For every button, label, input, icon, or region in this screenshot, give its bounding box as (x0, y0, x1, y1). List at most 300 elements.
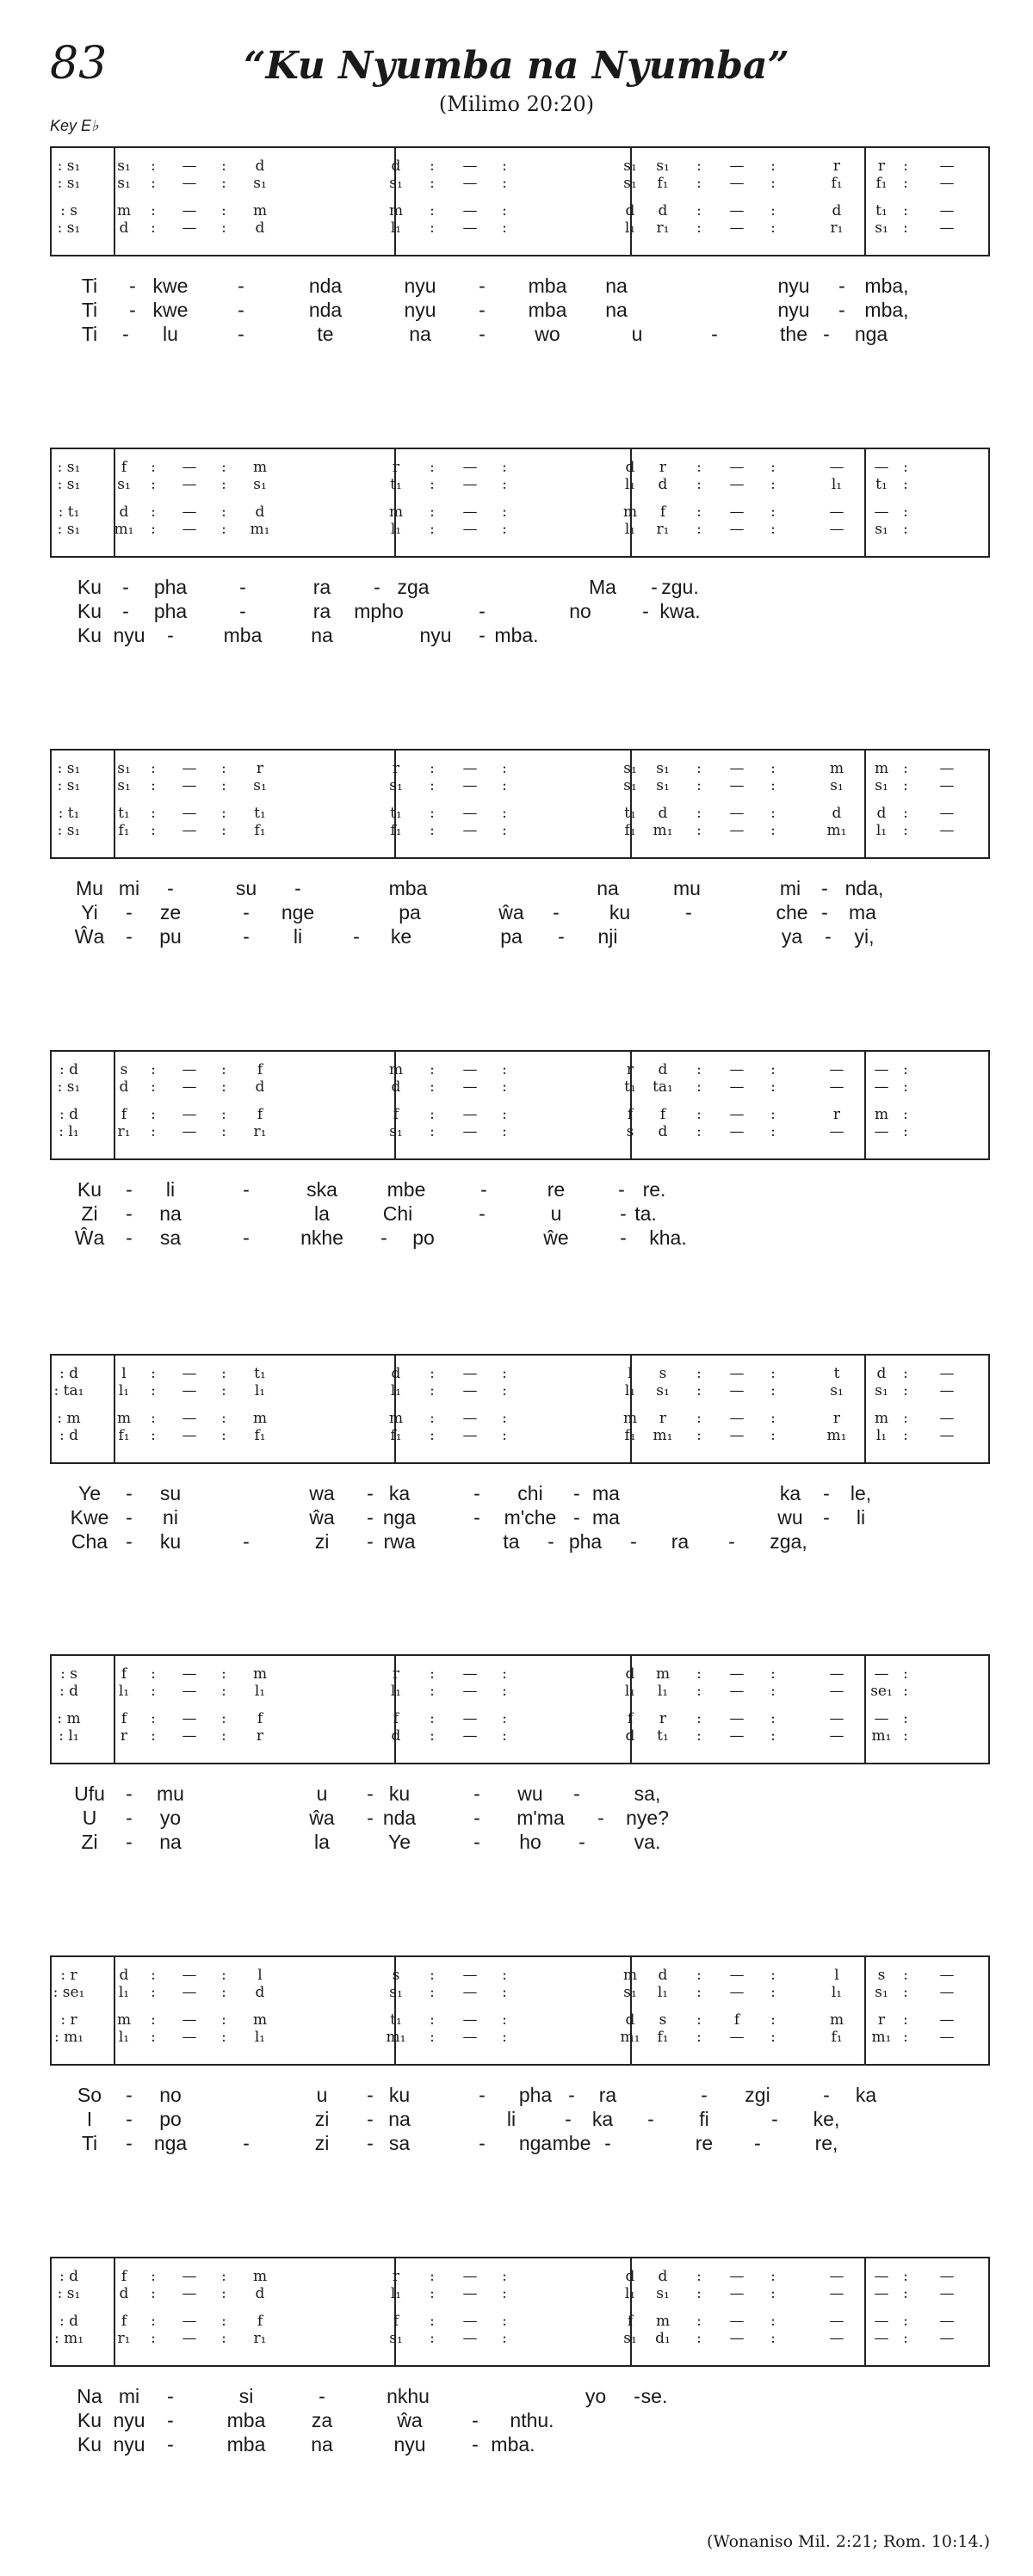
solfa-note: : (903, 1710, 908, 1727)
solfa-note: : (502, 1106, 507, 1123)
syllable-hyphen: - (620, 1202, 627, 1225)
solfa-note: t₁ (254, 1365, 266, 1382)
lyric-syllable: sa (159, 1226, 182, 1249)
solfa-note: : (430, 2330, 435, 2347)
solfa-note: l₁ (254, 1382, 266, 1399)
solfa-note: : (770, 1382, 776, 1399)
solfa-note: — (729, 1078, 745, 1096)
solfa-note: — (462, 1683, 478, 1700)
solfa-note: : s₁ (57, 219, 81, 237)
solfa-note: : (903, 2330, 908, 2347)
lyric-syllable: nye? (626, 1807, 669, 1829)
solfa-note: f (257, 1710, 263, 1727)
solfa-note: — (729, 2268, 745, 2285)
lyric-syllable: ka (591, 2108, 614, 2130)
solfa-note: l₁ (624, 1683, 636, 1700)
solfa-note: s₁ (623, 175, 637, 192)
solfa-note: : (903, 158, 908, 175)
solfa-note: — (182, 1078, 197, 1096)
solfa-note: f₁ (875, 175, 888, 192)
lyric-syllable: la (314, 1831, 330, 1853)
solfa-note: r (120, 1727, 128, 1745)
solfa-note: — (462, 1382, 478, 1399)
lyric-syllable: ku (609, 901, 631, 924)
lyric-syllable: u (550, 1202, 562, 1225)
solfa-note: : (770, 1427, 776, 1444)
syllable-hyphen: - (243, 1226, 250, 1249)
solfa-note: : (770, 175, 776, 192)
solfa-note: : (430, 1106, 435, 1123)
lyric-syllable: ka (388, 1482, 411, 1504)
lyric-syllable: re (695, 2132, 714, 2154)
solfa-note: — (729, 1665, 745, 1683)
solfa-note: : (430, 202, 435, 219)
solfa-note: — (939, 2029, 955, 2046)
solfa-note: s₁ (389, 777, 403, 794)
syllable-hyphen: - (821, 901, 828, 924)
solfa-note: — (182, 2330, 197, 2347)
lyric-syllable: sa (388, 2132, 411, 2154)
solfa-note: : (696, 1123, 702, 1140)
solfa-note: : (502, 1727, 507, 1745)
solfa-note: r₁ (117, 1123, 131, 1140)
stave-system-5 (50, 1354, 990, 1464)
solfa-note: — (874, 1061, 889, 1078)
solfa-note: — (829, 1683, 844, 1700)
solfa-note: r (392, 459, 400, 476)
solfa-note: — (462, 1410, 478, 1427)
solfa-note: : (430, 219, 435, 237)
lyric-syllable: che (776, 901, 808, 924)
syllable-hyphen: - (573, 1482, 580, 1504)
lyric-syllable: ni (163, 1506, 178, 1529)
solfa-note: — (939, 1427, 955, 1444)
solfa-note: — (462, 2330, 478, 2347)
solfa-note: : (696, 521, 702, 538)
solfa-note: f (121, 2268, 127, 2285)
solfa-note: — (462, 1427, 478, 1444)
syllable-hyphen: - (578, 1831, 585, 1853)
solfa-note: l₁ (390, 1382, 402, 1399)
lyric-syllable: mba (388, 877, 428, 899)
syllable-hyphen: - (243, 1178, 250, 1201)
lyric-syllable: nyu (419, 624, 452, 646)
solfa-note: : m₁ (53, 2029, 84, 2046)
syllable-hyphen: - (126, 1831, 133, 1853)
stave-system-8 (50, 2257, 990, 2367)
solfa-note: : (696, 777, 702, 794)
solfa-note: f₁ (624, 1427, 636, 1444)
solfa-note: t₁ (657, 1727, 669, 1745)
solfa-note: : (151, 202, 156, 219)
solfa-note: — (729, 1106, 745, 1123)
syllable-hyphen: - (473, 1831, 480, 1853)
solfa-note: : (770, 503, 776, 521)
solfa-note: s (626, 1123, 634, 1140)
solfa-note: : (430, 503, 435, 521)
lyric-syllable: pha (518, 2084, 553, 2106)
solfa-note: : t₁ (58, 805, 80, 822)
lyric-syllable: ka (779, 1482, 801, 1504)
solfa-note: l₁ (875, 1427, 888, 1444)
solfa-note: m (622, 1967, 638, 1984)
lyric-syllable: na (311, 624, 333, 646)
solfa-note: d (119, 503, 129, 521)
solfa-note: s₁ (875, 1984, 888, 2001)
syllable-hyphen: - (367, 1782, 374, 1805)
solfa-note: m (829, 2011, 844, 2029)
solfa-note: s (659, 2011, 667, 2029)
syllable-hyphen: - (604, 2132, 611, 2154)
solfa-note: : (502, 202, 507, 219)
solfa-note: d (876, 805, 887, 822)
solfa-note: d (255, 158, 265, 175)
solfa-note: s₁ (117, 777, 131, 794)
lyric-syllable: yi, (854, 925, 875, 948)
solfa-note: d (832, 805, 842, 822)
solfa-note: m₁ (114, 521, 134, 538)
solfa-note: — (939, 760, 955, 777)
solfa-note: — (939, 202, 955, 219)
solfa-note: : (430, 476, 435, 493)
lyric-syllable: m'che (504, 1506, 557, 1529)
solfa-note: s₁ (389, 175, 403, 192)
solfa-note: : (903, 2313, 908, 2330)
lyric-verse-1 (0, 1481, 1033, 1505)
syllable-hyphen: - (129, 299, 136, 321)
solfa-note: — (939, 2268, 955, 2285)
solfa-note: : (151, 2011, 156, 2029)
syllable-hyphen: - (367, 2084, 374, 2106)
solfa-note: : (221, 1123, 226, 1140)
solfa-note: : (903, 1984, 908, 2001)
lyric-syllable: ku (159, 1530, 182, 1553)
solfa-note: l₁ (624, 1382, 636, 1399)
solfa-note: — (729, 2313, 745, 2330)
solfa-note: — (182, 760, 197, 777)
solfa-note: : (770, 2330, 776, 2347)
solfa-note: — (729, 805, 745, 822)
solfa-note: f (121, 1710, 127, 1727)
solfa-note: — (939, 822, 955, 839)
solfa-note: : (770, 1061, 776, 1078)
lyric-syllable: mpho (354, 600, 404, 622)
solfa-note: f₁ (831, 2029, 843, 2046)
solfa-note: — (182, 503, 197, 521)
solfa-note: : (903, 777, 908, 794)
lyric-syllable: nyu (777, 299, 810, 321)
syllable-hyphen: - (823, 323, 830, 345)
solfa-note: : (502, 158, 507, 175)
solfa-note: m (388, 202, 404, 219)
solfa-note: — (939, 1984, 955, 2001)
solfa-note: d (876, 1365, 887, 1382)
solfa-note: : (221, 2313, 226, 2330)
solfa-note: : s₁ (57, 459, 81, 476)
syllable-hyphen: - (239, 600, 246, 622)
solfa-note: : (770, 1123, 776, 1140)
solfa-note: : (770, 760, 776, 777)
solfa-note: t₁ (254, 805, 266, 822)
solfa-note: — (729, 202, 745, 219)
solfa-note: m (388, 503, 404, 521)
lyric-verse-3 (0, 924, 1033, 948)
solfa-note: d (625, 2268, 635, 2285)
solfa-note: t₁ (624, 805, 636, 822)
lyric-verse-1 (0, 876, 1033, 900)
syllable-hyphen: - (126, 1782, 133, 1805)
lyric-syllable: ra (598, 2084, 617, 2106)
syllable-hyphen: - (167, 877, 174, 899)
lyric-syllable: Ti (81, 275, 98, 297)
solfa-note: s₁ (253, 777, 267, 794)
solfa-note: : (221, 1984, 226, 2001)
solfa-note: : (502, 1967, 507, 1984)
solfa-note: l₁ (624, 476, 636, 493)
lyric-syllable: ra (671, 1530, 690, 1553)
solfa-note: m (874, 1106, 889, 1123)
solfa-note: l₁ (254, 2029, 266, 2046)
syllable-hyphen: - (367, 2132, 374, 2154)
solfa-note: : (696, 1061, 702, 1078)
solfa-note: : (502, 1683, 507, 1700)
solfa-note: : (221, 1665, 226, 1683)
solfa-note: — (829, 2285, 844, 2302)
lyric-syllable: wu (777, 1506, 803, 1529)
solfa-note: f (121, 459, 127, 476)
lyric-syllable: nji (597, 925, 618, 948)
lyric-syllable: kwa. (659, 600, 701, 622)
solfa-note: — (182, 1106, 197, 1123)
solfa-note: : (430, 777, 435, 794)
stave-system-4 (50, 1050, 990, 1160)
solfa-note: m (655, 2313, 671, 2330)
solfa-note: : s₁ (57, 777, 81, 794)
solfa-note: t (833, 1365, 840, 1382)
solfa-note: : (696, 1365, 702, 1382)
syllable-hyphen: - (701, 2084, 708, 2106)
solfa-note: : (502, 777, 507, 794)
solfa-note: s₁ (623, 760, 637, 777)
solfa-note: — (729, 760, 745, 777)
solfa-note: : (770, 521, 776, 538)
solfa-note: : (903, 219, 908, 237)
solfa-note: : (770, 822, 776, 839)
solfa-note: : (502, 1061, 507, 1078)
solfa-note: m (252, 1410, 268, 1427)
solfa-note: : (151, 2029, 156, 2046)
solfa-note: : m (57, 1710, 81, 1727)
solfa-note: : (903, 1382, 908, 1399)
solfa-note: : (151, 1727, 156, 1745)
lyric-syllable: yo (585, 2385, 607, 2407)
syllable-hyphen: - (651, 576, 658, 598)
lyric-syllable: nda, (844, 877, 884, 899)
lyric-syllable: mi (118, 877, 140, 899)
solfa-note: d (658, 1061, 668, 1078)
solfa-note: — (182, 202, 197, 219)
solfa-note: f (627, 1106, 634, 1123)
syllable-hyphen: - (126, 2108, 133, 2130)
solfa-note: : (221, 2029, 226, 2046)
solfa-note: m₁ (653, 1427, 673, 1444)
solfa-note: : (221, 1078, 226, 1096)
syllable-hyphen: - (473, 1506, 480, 1529)
lyric-verse-2 (0, 1505, 1033, 1529)
solfa-note: f₁ (118, 1427, 130, 1444)
lyric-verse-3 (0, 1529, 1033, 1554)
solfa-note: : (221, 1427, 226, 1444)
syllable-hyphen: - (642, 600, 649, 622)
solfa-note: d (658, 805, 668, 822)
lyric-syllable: Ma (589, 576, 616, 598)
solfa-note: d (119, 1078, 129, 1096)
syllable-hyphen: - (122, 600, 129, 622)
solfa-note: — (829, 2313, 844, 2330)
lyric-syllable: va. (634, 1831, 661, 1853)
lyric-syllable: Ku (77, 2433, 102, 2456)
solfa-note: s₁ (875, 777, 888, 794)
lyric-syllable: Ti (81, 323, 98, 345)
solfa-note: m₁ (620, 2029, 640, 2046)
solfa-note: — (729, 1984, 745, 2001)
syllable-hyphen: - (754, 2132, 761, 2154)
lyric-syllable: U (82, 1807, 97, 1829)
lyric-syllable: kwe (152, 299, 189, 321)
solfa-note: m₁ (653, 822, 673, 839)
solfa-note: : (502, 219, 507, 237)
solfa-note: : (770, 1078, 776, 1096)
solfa-note: : d (59, 1061, 78, 1078)
solfa-note: : (696, 1727, 702, 1745)
solfa-note: : (151, 1078, 156, 1096)
solfa-note: s₁ (656, 158, 670, 175)
solfa-note: l₁ (118, 2029, 130, 2046)
solfa-note: : d (59, 2268, 78, 2285)
solfa-note: : (502, 503, 507, 521)
solfa-note: : s₁ (57, 822, 81, 839)
solfa-note: : (696, 760, 702, 777)
syllable-hyphen: - (167, 624, 174, 646)
solfa-note: f (121, 2313, 127, 2330)
lyric-syllable: pha (153, 600, 188, 622)
syllable-hyphen: - (771, 2108, 778, 2130)
solfa-note: r₁ (656, 521, 670, 538)
syllable-hyphen: - (126, 1178, 133, 1201)
solfa-note: : s₁ (57, 158, 81, 175)
solfa-note: : (430, 158, 435, 175)
solfa-note: r₁ (830, 219, 844, 237)
solfa-note: se₁ (870, 1683, 893, 1700)
solfa-note: — (729, 1427, 745, 1444)
solfa-note: — (462, 2268, 478, 2285)
solfa-note: : (430, 459, 435, 476)
solfa-note: l₁ (831, 1984, 843, 2001)
solfa-note: — (182, 2268, 197, 2285)
syllable-hyphen: - (573, 1782, 580, 1805)
stave-system-1 (50, 146, 990, 256)
solfa-note: : (430, 1410, 435, 1427)
lyric-syllable: ŵa (309, 1506, 335, 1529)
solfa-note: — (829, 1710, 844, 1727)
solfa-note: l₁ (118, 1382, 130, 1399)
solfa-note: — (939, 158, 955, 175)
solfa-note: : (903, 1665, 908, 1683)
solfa-note: — (729, 1382, 745, 1399)
solfa-note: : (770, 2313, 776, 2330)
lyric-syllable: wu (517, 1782, 543, 1805)
solfa-note: : (770, 1984, 776, 2001)
lyric-syllable: mi (779, 877, 801, 899)
lyric-syllable: nyu (113, 2409, 145, 2431)
solfa-note: — (729, 1410, 745, 1427)
syllable-hyphen: - (821, 877, 828, 899)
solfa-note: : (430, 1665, 435, 1683)
syllable-hyphen: - (126, 1506, 133, 1529)
solfa-note: — (829, 2330, 844, 2347)
solfa-note: : (430, 1061, 435, 1078)
stave-system-2 (50, 448, 990, 558)
lyric-syllable: nga (153, 2132, 188, 2154)
solfa-note: : s₁ (57, 1078, 81, 1096)
solfa-note: f (121, 1665, 127, 1683)
solfa-note: — (182, 459, 197, 476)
solfa-note: — (939, 805, 955, 822)
syllable-hyphen: - (479, 2084, 486, 2106)
solfa-note: — (829, 1123, 844, 1140)
key-signature: Key E♭ (50, 117, 99, 134)
solfa-note: s (877, 1967, 886, 1984)
solfa-note: m (829, 760, 844, 777)
solfa-note: m (116, 2011, 132, 2029)
lyric-verse-2 (0, 599, 1033, 623)
solfa-note: s₁ (623, 777, 637, 794)
solfa-note: f (257, 2313, 263, 2330)
solfa-note: — (462, 1710, 478, 1727)
lyric-syllable: nyu (777, 275, 810, 297)
syllable-hyphen: - (126, 901, 133, 924)
lyric-syllable: Ku (77, 2409, 102, 2431)
lyric-verse-1 (0, 274, 1033, 298)
solfa-note: : (430, 1427, 435, 1444)
footer-reference: (Wonaniso Mil. 2:21; Rom. 10:14.) (706, 2532, 990, 2551)
solfa-note: : (903, 805, 908, 822)
solfa-note: : (151, 1382, 156, 1399)
solfa-note: — (729, 2029, 745, 2046)
solfa-note: : (696, 805, 702, 822)
lyric-syllable: Ufu (74, 1782, 105, 1805)
solfa-note: : (430, 1365, 435, 1382)
solfa-note: r (392, 1665, 400, 1683)
solfa-note: r (832, 158, 841, 175)
solfa-note: : (903, 1365, 908, 1382)
lyric-verse-2 (0, 1806, 1033, 1830)
solfa-note: l₁ (118, 1683, 130, 1700)
solfa-note: d (832, 202, 842, 219)
solfa-note: : (696, 2330, 702, 2347)
solfa-note: : d (59, 1106, 78, 1123)
syllable-hyphen: - (238, 299, 244, 321)
solfa-note: : (770, 777, 776, 794)
solfa-note: l₁ (390, 1683, 402, 1700)
solfa-note: : t₁ (58, 503, 80, 521)
lyric-syllable: Ye (77, 1482, 102, 1504)
solfa-note: r (392, 2268, 400, 2285)
lyric-verse-2 (0, 2408, 1033, 2432)
solfa-note: r₁ (117, 2330, 131, 2347)
solfa-note: d (119, 1967, 129, 1984)
solfa-note: — (729, 1061, 745, 1078)
